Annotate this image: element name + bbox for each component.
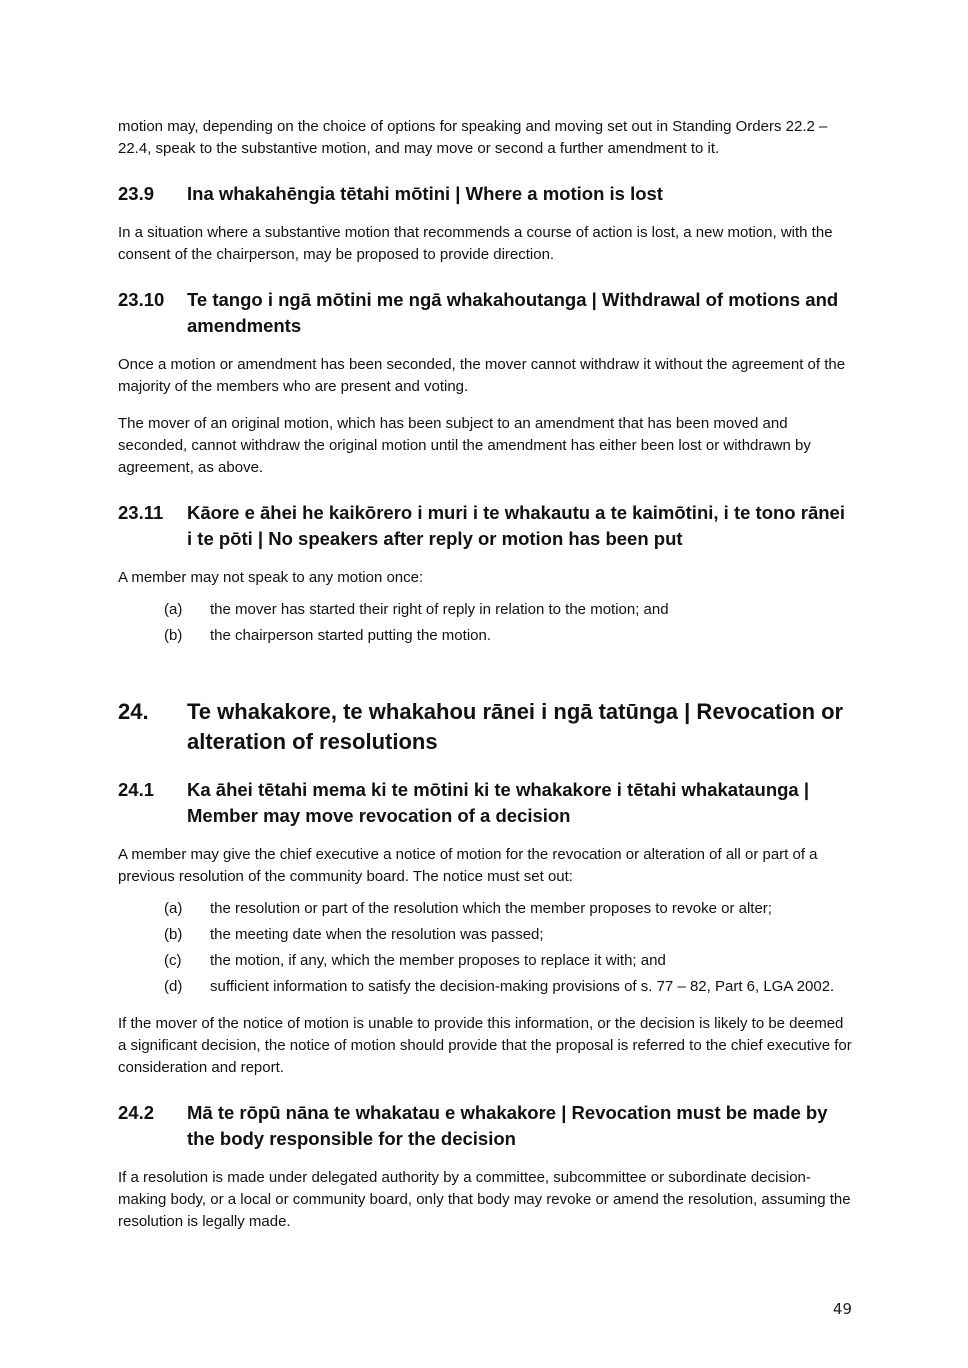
paragraph-24-1: A member may give the chief executive a notice of motion for the revocation or alteration of all or part of a previous resolution of the community board. The notice must set out: (118, 846, 818, 885)
heading-23-11 (118, 500, 853, 552)
heading-23-9 (118, 181, 853, 207)
heading-24-1-number: 24.1 (118, 779, 155, 800)
list-text: the meeting date when the resolution was passed; (210, 926, 544, 943)
list-item-24-1-a (164, 898, 853, 920)
list-text: sufficient information to satisfy the decision-making provisions of s. 77 – 82, Part 6, LGA 2002. (210, 978, 835, 995)
heading-23-11-title: Kāore e āhei he kaikōrero i muri i te whakautu a te kaimōtini, i te tono rānei i te pōti | No speakers after reply or motion has been put (187, 502, 845, 549)
page-number: 49 (832, 1300, 852, 1318)
intro-paragraph: motion may, depending on the choice of options for speaking and moving set out in Standing Orders 22.2 – 22.4, speak to the substantive motion, and may move or second a further amendment to it. (118, 118, 828, 157)
list-text: the resolution or part of the resolution which the member proposes to revoke or alter; (210, 900, 772, 917)
list-text: the motion, if any, which the member proposes to replace it with; and (210, 952, 666, 969)
heading-23-9-number: 23.9 (118, 183, 155, 204)
document-page (118, 116, 853, 1248)
paragraph-24-2: If a resolution is made under delegated authority by a committee, subcommittee or subordinate decision-making body, or a local or community board, only that body may revoke or amend the resolution, assuming the resolution is legally made. (118, 1169, 851, 1230)
heading-24 (118, 697, 853, 757)
list-label: (b) (164, 627, 183, 644)
paragraph-23-10-2: The mover of an original motion, which has been subject to an amendment that has been moved and seconded, cannot withdraw the original motion until the amendment has either been lost or withdrawn by agreement, as above. (118, 415, 811, 476)
list-item-24-1-c (164, 950, 853, 972)
list-label: (d) (164, 978, 183, 995)
heading-24-1-title: Ka āhei tētahi mema ki te mōtini ki te whakakore i tētahi whakataunga | Member may move revocation of a decision (187, 779, 810, 826)
list-label: (c) (164, 952, 182, 969)
heading-24-2 (118, 1100, 853, 1152)
heading-24-number: 24. (118, 699, 149, 724)
list-item-24-1-b (164, 924, 853, 946)
list-item-23-11-a (164, 599, 853, 621)
heading-23-11-number: 23.11 (118, 502, 164, 523)
list-text: the chairperson started putting the motion. (210, 627, 492, 644)
list-label: (b) (164, 926, 183, 943)
list-item-24-1-d (164, 976, 853, 998)
paragraph-23-9: In a situation where a substantive motion that recommends a course of action is lost, a new motion, with the consent of the chairperson, may be proposed to provide direction. (118, 224, 833, 263)
heading-23-10 (118, 287, 853, 339)
paragraph-24-1-2: If the mover of the notice of motion is unable to provide this information, or the decision is likely to be deemed a significant decision, the notice of motion should provide that the proposal is referred to the chief executive for consideration and report. (118, 1015, 852, 1076)
paragraph-23-11: A member may not speak to any motion once: (118, 569, 424, 586)
heading-23-10-title: Te tango i ngā mōtini me ngā whakahoutanga | Withdrawal of motions and amendments (187, 289, 839, 336)
list-item-23-11-b (164, 625, 853, 647)
heading-24-title: Te whakakore, te whakahou rānei i ngā tatūnga | Revocation or alteration of resolutions (187, 699, 844, 754)
heading-24-2-title: Mā te rōpū nāna te whakatau e whakakore | Revocation must be made by the body responsible for the decision (187, 1102, 828, 1149)
heading-24-1 (118, 777, 853, 829)
list-label: (a) (164, 900, 183, 917)
heading-23-10-number: 23.10 (118, 289, 165, 310)
list-label: (a) (164, 601, 183, 618)
heading-23-9-title: Ina whakahēngia tētahi mōtini | Where a motion is lost (187, 183, 663, 204)
list-text: the mover has started their right of reply in relation to the motion; and (210, 601, 669, 618)
paragraph-23-10-1: Once a motion or amendment has been seconded, the mover cannot withdraw it without the agreement of the majority of the members who are present and voting. (118, 356, 846, 395)
heading-24-2-number: 24.2 (118, 1102, 155, 1123)
